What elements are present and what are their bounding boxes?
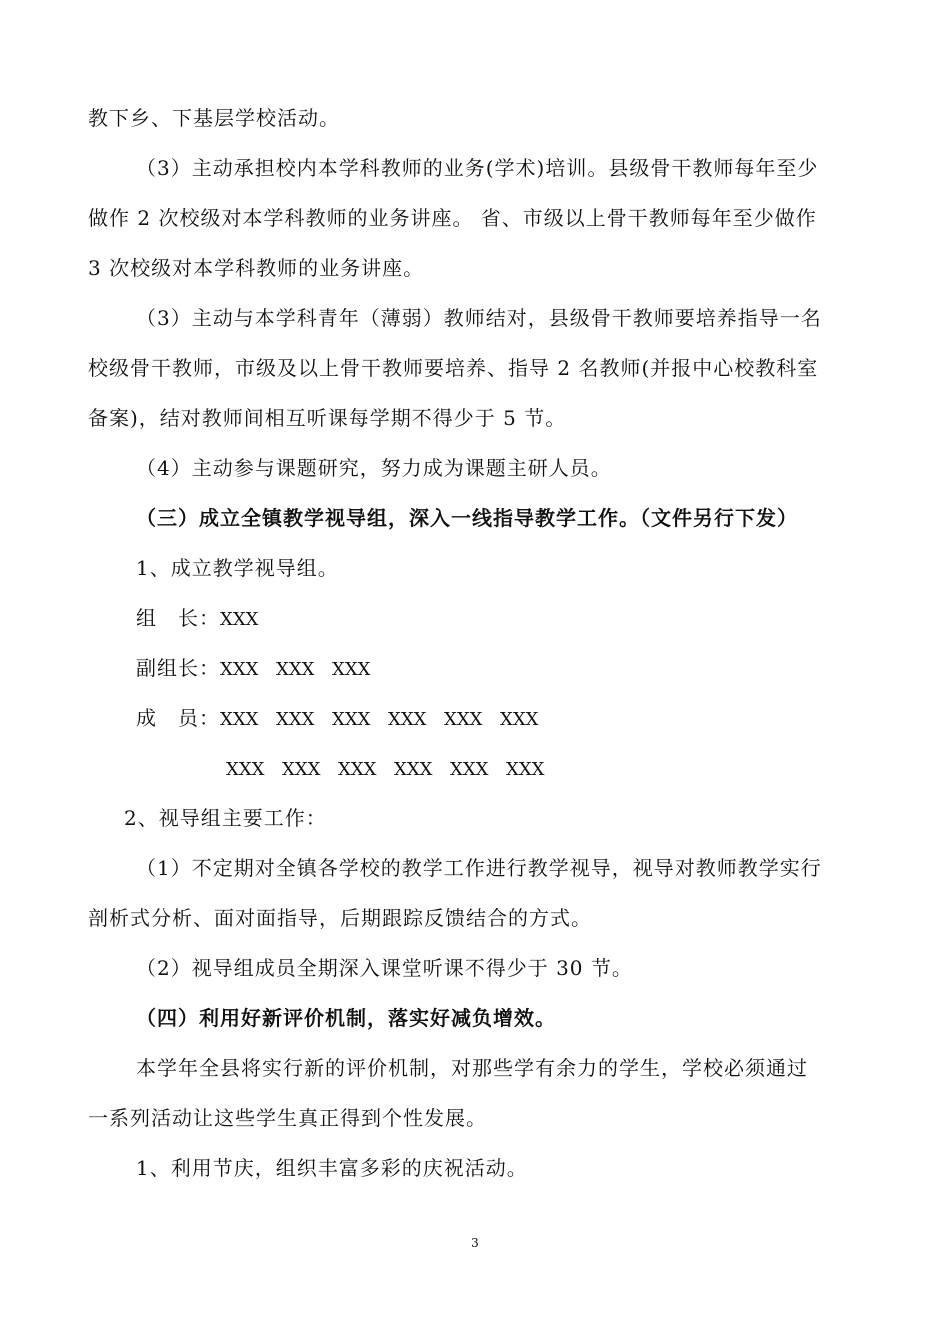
paragraph-line: 3 次校级对本学科教师的业务讲座。: [88, 256, 425, 280]
paragraph-line: 剖析式分析、面对面指导，后期跟踪反馈结合的方式。: [88, 906, 592, 930]
member-name: XXX: [388, 709, 427, 730]
member-name: XXX: [332, 709, 371, 730]
paragraph-line: （3）主动与本学科青年（薄弱）教师结对，县级骨干教师要培养指导一名: [136, 306, 822, 330]
paragraph-line: （2）视导组成员全期深入课堂听课不得少于 30 节。: [136, 956, 633, 980]
deputy-name: XXX: [276, 659, 315, 680]
leader-label: 组 长：: [136, 606, 220, 630]
member-name: XXX: [444, 709, 483, 730]
member-name: XXX: [282, 759, 321, 780]
member-name: XXX: [506, 759, 545, 780]
deputies-label: 副组长：: [136, 656, 220, 680]
paragraph-line: 校级骨干教师，市级及以上骨干教师要培养、指导 2 名教师(并报中心校教科室: [88, 356, 819, 380]
member-name: XXX: [450, 759, 489, 780]
group-members-line-2: [226, 753, 562, 785]
paragraph-line: （3）主动承担校内本学科教师的业务(学术)培训。县级骨干教师每年至少: [136, 156, 819, 180]
member-name: XXX: [276, 709, 315, 730]
member-name: XXX: [226, 759, 265, 780]
members-label: 成 员：: [136, 706, 220, 730]
member-name: XXX: [338, 759, 377, 780]
group-members-line: [136, 703, 556, 735]
paragraph-line: 1、成立教学视导组。: [136, 556, 339, 580]
group-deputies-line: [136, 653, 388, 685]
paragraph-line: 本学年全县将实行新的评价机制，对那些学有余力的学生，学校必须通过: [136, 1056, 808, 1080]
paragraph-line: 1、利用节庆，组织丰富多彩的庆祝活动。: [136, 1156, 528, 1180]
paragraph-line: （4）主动参与课题研究，努力成为课题主研人员。: [136, 456, 612, 480]
group-leader-line: [136, 603, 276, 635]
paragraph-line: 2、视导组主要工作：: [124, 806, 327, 830]
leader-name: XXX: [220, 609, 259, 630]
member-name: XXX: [394, 759, 433, 780]
member-name: XXX: [220, 709, 259, 730]
page-number: 3: [471, 1236, 479, 1250]
paragraph-line: 备案)，结对教师间相互听课每学期不得少于 5 节。: [88, 406, 567, 430]
paragraph-line: （1）不定期对全镇各学校的教学工作进行教学视导，视导对教师教学实行: [136, 856, 822, 880]
paragraph-line: 一系列活动让这些学生真正得到个性发展。: [88, 1106, 487, 1130]
section-heading: （四）利用好新评价机制，落实好减负增效。: [136, 1006, 556, 1030]
paragraph-line: 做作 2 次校级对本学科教师的业务讲座。 省、市级以上骨干教师每年至少做作: [88, 206, 817, 230]
deputy-name: XXX: [220, 659, 259, 680]
member-name: XXX: [500, 709, 539, 730]
section-heading: （三）成立全镇教学视导组，深入一线指导教学工作。（文件另行下发）: [136, 506, 798, 530]
paragraph-line: 教下乡、下基层学校活动。: [88, 106, 340, 130]
deputy-name: XXX: [332, 659, 371, 680]
